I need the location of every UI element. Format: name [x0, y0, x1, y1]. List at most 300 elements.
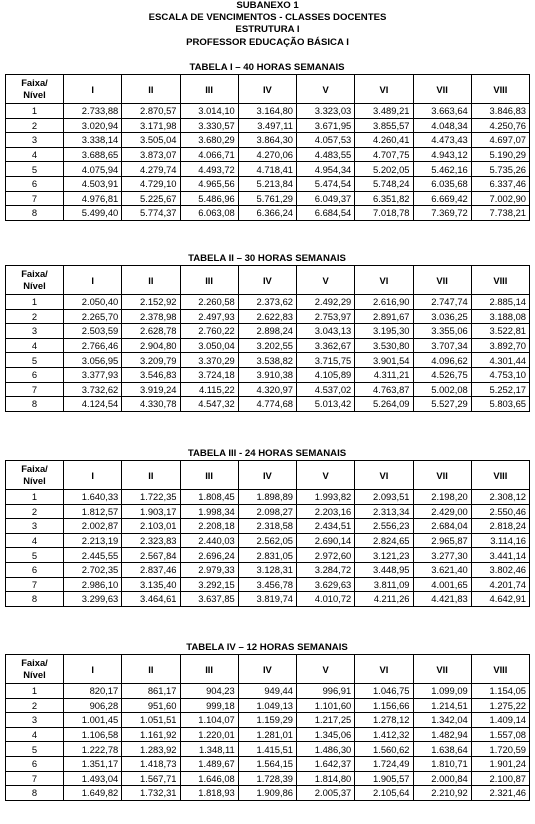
salary-value-cell: 3.663,64	[413, 104, 471, 119]
salary-value-cell: 3.901,54	[355, 353, 413, 368]
salary-value-cell: 2.891,67	[355, 309, 413, 324]
salary-value-cell: 2.885,14	[471, 295, 529, 310]
salary-value-cell: 4.729,10	[122, 176, 180, 191]
salary-value-cell: 1.898,89	[238, 490, 296, 505]
professor-title: PROFESSOR EDUCAÇÃO BÁSICA I	[186, 36, 349, 48]
salary-value-cell: 2.702,35	[64, 562, 122, 577]
table-row	[6, 577, 530, 592]
table-row	[6, 756, 530, 771]
salary-value-cell: 1.154,05	[471, 684, 529, 699]
nivel-label: Nível	[23, 280, 46, 291]
salary-value-cell: 5.202,05	[355, 162, 413, 177]
table-row	[6, 490, 530, 505]
salary-value-cell: 3.056,95	[64, 353, 122, 368]
salary-value-cell: 4.096,62	[413, 353, 471, 368]
salary-table	[5, 265, 530, 412]
salary-value-cell: 1.278,12	[355, 713, 413, 728]
salary-value-cell: 5.527,29	[413, 397, 471, 412]
salary-value-cell: 4.503,91	[64, 176, 122, 191]
salary-value-cell: 2.440,03	[180, 533, 238, 548]
class-header: VII	[413, 655, 471, 684]
level-cell: 6	[6, 176, 64, 191]
salary-value-cell: 4.279,74	[122, 162, 180, 177]
salary-value-cell: 3.323,03	[297, 104, 355, 119]
level-cell: 7	[6, 771, 64, 786]
class-header: III	[180, 655, 238, 684]
salary-value-cell: 2.208,18	[180, 519, 238, 534]
class-header: IV	[238, 75, 296, 104]
salary-value-cell: 1.482,94	[413, 727, 471, 742]
salary-value-cell: 4.010,72	[297, 592, 355, 607]
class-header: III	[180, 75, 238, 104]
salary-value-cell: 7.002,90	[471, 191, 529, 206]
table-row	[6, 353, 530, 368]
table-row	[6, 206, 530, 221]
salary-value-cell: 3.538,82	[238, 353, 296, 368]
faixa-nivel-header	[6, 461, 64, 490]
salary-value-cell: 3.050,04	[180, 338, 238, 353]
faixa-nivel-header	[6, 655, 64, 684]
salary-value-cell: 1.557,08	[471, 727, 529, 742]
salary-value-cell: 5.264,09	[355, 397, 413, 412]
salary-table	[5, 460, 530, 607]
salary-value-cell: 7.018,78	[355, 206, 413, 221]
salary-value-cell: 2.733,88	[64, 104, 122, 119]
salary-value-cell: 1.342,04	[413, 713, 471, 728]
salary-value-cell: 1.104,07	[180, 713, 238, 728]
salary-value-cell: 1.901,24	[471, 756, 529, 771]
salary-value-cell: 5.735,26	[471, 162, 529, 177]
header-row	[6, 655, 530, 684]
class-header: VI	[355, 75, 413, 104]
salary-value-cell: 1.909,86	[238, 786, 296, 801]
class-header: VII	[413, 75, 471, 104]
salary-value-cell: 2.818,24	[471, 519, 529, 534]
salary-value-cell: 6.035,68	[413, 176, 471, 191]
salary-value-cell: 5.474,54	[297, 176, 355, 191]
salary-value-cell: 2.753,97	[297, 309, 355, 324]
salary-value-cell: 2.562,05	[238, 533, 296, 548]
table-row	[6, 397, 530, 412]
table-row	[6, 309, 530, 324]
table-title: TABELA IV – 12 HORAS SEMANAIS	[186, 642, 348, 653]
salary-value-cell: 3.505,04	[122, 133, 180, 148]
table-row	[6, 324, 530, 339]
salary-value-cell: 5.803,65	[471, 397, 529, 412]
class-header: VI	[355, 461, 413, 490]
salary-value-cell: 1.046,75	[355, 684, 413, 699]
level-cell: 7	[6, 191, 64, 206]
salary-value-cell: 2.378,98	[122, 309, 180, 324]
salary-value-cell: 2.100,87	[471, 771, 529, 786]
faixa-nivel-header	[6, 266, 64, 295]
salary-table-section	[5, 641, 529, 801]
level-cell: 3	[6, 713, 64, 728]
salary-value-cell: 1.001,45	[64, 713, 122, 728]
level-cell: 2	[6, 118, 64, 133]
salary-value-cell: 1.564,15	[238, 756, 296, 771]
salary-value-cell: 2.497,93	[180, 309, 238, 324]
class-header: VII	[413, 461, 471, 490]
salary-value-cell: 1.222,78	[64, 742, 122, 757]
salary-value-cell: 4.105,89	[297, 367, 355, 382]
table-row	[6, 786, 530, 801]
salary-value-cell: 2.445,55	[64, 548, 122, 563]
subanexo-title: SUBANEXO 1	[236, 0, 299, 11]
salary-value-cell: 3.202,55	[238, 338, 296, 353]
level-cell: 7	[6, 382, 64, 397]
salary-value-cell: 6.337,46	[471, 176, 529, 191]
salary-value-cell: 2.313,34	[355, 504, 413, 519]
table-row	[6, 727, 530, 742]
salary-table-section	[5, 61, 529, 221]
salary-value-cell: 1.724,49	[355, 756, 413, 771]
level-cell: 1	[6, 295, 64, 310]
salary-value-cell: 3.919,24	[122, 382, 180, 397]
salary-value-cell: 3.171,98	[122, 118, 180, 133]
table-row	[6, 147, 530, 162]
salary-value-cell: 6.351,82	[355, 191, 413, 206]
salary-value-cell: 3.546,83	[122, 367, 180, 382]
salary-value-cell: 2.696,24	[180, 548, 238, 563]
salary-value-cell: 4.057,53	[297, 133, 355, 148]
salary-value-cell: 1.808,45	[180, 490, 238, 505]
level-cell: 6	[6, 756, 64, 771]
salary-value-cell: 3.277,30	[413, 548, 471, 563]
salary-value-cell: 1.642,37	[297, 756, 355, 771]
salary-value-cell: 2.098,27	[238, 504, 296, 519]
level-cell: 2	[6, 504, 64, 519]
nivel-label: Nível	[23, 89, 46, 100]
salary-value-cell: 1.275,22	[471, 698, 529, 713]
class-header: II	[122, 461, 180, 490]
faixa-label: Faixa/	[21, 77, 48, 88]
level-cell: 1	[6, 104, 64, 119]
salary-value-cell: 1.732,31	[122, 786, 180, 801]
table-row	[6, 562, 530, 577]
salary-value-cell: 2.628,78	[122, 324, 180, 339]
salary-value-cell: 2.429,00	[413, 504, 471, 519]
salary-value-cell: 4.753,10	[471, 367, 529, 382]
document-header	[0, 0, 535, 49]
table-row	[6, 133, 530, 148]
salary-value-cell: 3.819,74	[238, 592, 296, 607]
level-cell: 4	[6, 147, 64, 162]
table-row	[6, 684, 530, 699]
class-header: IV	[238, 266, 296, 295]
level-cell: 3	[6, 519, 64, 534]
salary-value-cell: 3.370,29	[180, 353, 238, 368]
salary-value-cell: 4.320,97	[238, 382, 296, 397]
table-row	[6, 592, 530, 607]
salary-value-cell: 1.351,17	[64, 756, 122, 771]
salary-value-cell: 2.556,23	[355, 519, 413, 534]
salary-value-cell: 3.629,63	[297, 577, 355, 592]
salary-value-cell: 5.213,84	[238, 176, 296, 191]
level-cell: 8	[6, 397, 64, 412]
salary-value-cell: 904,23	[180, 684, 238, 699]
salary-value-cell: 3.715,75	[297, 353, 355, 368]
salary-value-cell: 3.680,29	[180, 133, 238, 148]
salary-value-cell: 3.209,79	[122, 353, 180, 368]
salary-value-cell: 4.483,55	[297, 147, 355, 162]
salary-value-cell: 3.114,16	[471, 533, 529, 548]
salary-value-cell: 3.284,72	[297, 562, 355, 577]
salary-value-cell: 1.415,51	[238, 742, 296, 757]
class-header: V	[297, 655, 355, 684]
salary-value-cell: 1.418,73	[122, 756, 180, 771]
salary-value-cell: 1.814,80	[297, 771, 355, 786]
salary-value-cell: 2.979,33	[180, 562, 238, 577]
level-cell: 4	[6, 533, 64, 548]
level-cell: 3	[6, 133, 64, 148]
salary-value-cell: 1.646,08	[180, 771, 238, 786]
salary-value-cell: 4.954,34	[297, 162, 355, 177]
salary-value-cell: 2.203,16	[297, 504, 355, 519]
salary-value-cell: 4.421,83	[413, 592, 471, 607]
scale-title: ESCALA DE VENCIMENTOS - CLASSES DOCENTES	[148, 12, 387, 24]
salary-value-cell: 4.301,44	[471, 353, 529, 368]
level-cell: 2	[6, 698, 64, 713]
salary-value-cell: 820,17	[64, 684, 122, 699]
table-title: TABELA II – 30 HORAS SEMANAIS	[188, 253, 346, 264]
level-cell: 5	[6, 162, 64, 177]
class-header: III	[180, 461, 238, 490]
table-row	[6, 295, 530, 310]
salary-value-cell: 3.811,09	[355, 577, 413, 592]
salary-value-cell: 4.075,94	[64, 162, 122, 177]
salary-value-cell: 3.855,57	[355, 118, 413, 133]
nivel-label: Nível	[23, 669, 46, 680]
salary-value-cell: 1.818,93	[180, 786, 238, 801]
table-row	[6, 519, 530, 534]
salary-value-cell: 1.722,35	[122, 490, 180, 505]
salary-value-cell: 2.616,90	[355, 295, 413, 310]
salary-value-cell: 6.063,08	[180, 206, 238, 221]
salary-value-cell: 3.014,10	[180, 104, 238, 119]
salary-value-cell: 1.283,92	[122, 742, 180, 757]
salary-value-cell: 5.002,08	[413, 382, 471, 397]
salary-value-cell: 5.190,29	[471, 147, 529, 162]
salary-value-cell: 4.066,71	[180, 147, 238, 162]
salary-value-cell: 3.522,81	[471, 324, 529, 339]
salary-value-cell: 3.448,95	[355, 562, 413, 577]
salary-value-cell: 906,28	[64, 698, 122, 713]
salary-value-cell: 3.355,06	[413, 324, 471, 339]
salary-table	[5, 654, 530, 801]
salary-value-cell: 3.164,80	[238, 104, 296, 119]
salary-value-cell: 2.105,64	[355, 786, 413, 801]
salary-value-cell: 1.161,92	[122, 727, 180, 742]
class-header: I	[64, 655, 122, 684]
salary-value-cell: 6.366,24	[238, 206, 296, 221]
level-cell: 5	[6, 353, 64, 368]
salary-value-cell: 1.156,66	[355, 698, 413, 713]
salary-value-cell: 3.128,31	[238, 562, 296, 577]
salary-value-cell: 1.638,64	[413, 742, 471, 757]
class-header: V	[297, 266, 355, 295]
salary-value-cell: 2.904,80	[122, 338, 180, 353]
salary-value-cell: 2.434,51	[297, 519, 355, 534]
salary-value-cell: 4.526,75	[413, 367, 471, 382]
salary-value-cell: 4.211,26	[355, 592, 413, 607]
salary-value-cell: 2.210,92	[413, 786, 471, 801]
salary-value-cell: 3.873,07	[122, 147, 180, 162]
salary-value-cell: 2.321,46	[471, 786, 529, 801]
class-header: VI	[355, 266, 413, 295]
salary-value-cell: 3.846,83	[471, 104, 529, 119]
table-row	[6, 176, 530, 191]
level-cell: 5	[6, 548, 64, 563]
salary-value-cell: 2.747,74	[413, 295, 471, 310]
salary-value-cell: 4.124,54	[64, 397, 122, 412]
header-row	[6, 75, 530, 104]
salary-value-cell: 4.311,21	[355, 367, 413, 382]
salary-value-cell: 2.318,58	[238, 519, 296, 534]
salary-value-cell: 5.462,16	[413, 162, 471, 177]
table-row	[6, 162, 530, 177]
table-row	[6, 504, 530, 519]
salary-value-cell: 3.489,21	[355, 104, 413, 119]
salary-value-cell: 3.441,14	[471, 548, 529, 563]
salary-value-cell: 2.965,87	[413, 533, 471, 548]
salary-value-cell: 1.099,09	[413, 684, 471, 699]
level-cell: 5	[6, 742, 64, 757]
salary-value-cell: 3.330,57	[180, 118, 238, 133]
header-row	[6, 266, 530, 295]
salary-value-cell: 1.567,71	[122, 771, 180, 786]
table-row	[6, 367, 530, 382]
class-header: VIII	[471, 655, 529, 684]
salary-value-cell: 2.265,70	[64, 309, 122, 324]
salary-value-cell: 1.217,25	[297, 713, 355, 728]
class-header: VIII	[471, 75, 529, 104]
salary-value-cell: 3.530,80	[355, 338, 413, 353]
salary-value-cell: 2.837,46	[122, 562, 180, 577]
salary-value-cell: 5.499,40	[64, 206, 122, 221]
salary-value-cell: 2.870,57	[122, 104, 180, 119]
salary-value-cell: 2.260,58	[180, 295, 238, 310]
table-row	[6, 742, 530, 757]
salary-value-cell: 2.213,19	[64, 533, 122, 548]
salary-value-cell: 999,18	[180, 698, 238, 713]
class-header: I	[64, 461, 122, 490]
salary-value-cell: 3.135,40	[122, 577, 180, 592]
salary-value-cell: 1.159,29	[238, 713, 296, 728]
salary-value-cell: 2.323,83	[122, 533, 180, 548]
faixa-nivel-header	[6, 75, 64, 104]
salary-value-cell: 2.103,01	[122, 519, 180, 534]
salary-value-cell: 1.998,34	[180, 504, 238, 519]
salary-value-cell: 3.621,40	[413, 562, 471, 577]
salary-value-cell: 3.121,23	[355, 548, 413, 563]
salary-value-cell: 1.220,01	[180, 727, 238, 742]
salary-value-cell: 2.005,37	[297, 786, 355, 801]
salary-value-cell: 2.684,04	[413, 519, 471, 534]
salary-value-cell: 2.000,84	[413, 771, 471, 786]
salary-value-cell: 2.373,62	[238, 295, 296, 310]
salary-value-cell: 1.649,82	[64, 786, 122, 801]
salary-value-cell: 5.774,37	[122, 206, 180, 221]
salary-value-cell: 4.965,56	[180, 176, 238, 191]
salary-value-cell: 6.669,42	[413, 191, 471, 206]
salary-value-cell: 1.409,14	[471, 713, 529, 728]
salary-value-cell: 4.697,07	[471, 133, 529, 148]
level-cell: 8	[6, 786, 64, 801]
salary-value-cell: 3.036,25	[413, 309, 471, 324]
salary-value-cell: 3.688,65	[64, 147, 122, 162]
table-row	[6, 771, 530, 786]
salary-value-cell: 1.489,67	[180, 756, 238, 771]
salary-value-cell: 2.308,12	[471, 490, 529, 505]
salary-value-cell: 4.048,34	[413, 118, 471, 133]
salary-value-cell: 1.101,60	[297, 698, 355, 713]
class-header: V	[297, 461, 355, 490]
salary-value-cell: 2.831,05	[238, 548, 296, 563]
salary-value-cell: 1.348,11	[180, 742, 238, 757]
salary-value-cell: 1.493,04	[64, 771, 122, 786]
class-header: VIII	[471, 461, 529, 490]
salary-value-cell: 1.640,33	[64, 490, 122, 505]
salary-value-cell: 2.766,46	[64, 338, 122, 353]
table-row	[6, 533, 530, 548]
class-header: VI	[355, 655, 413, 684]
salary-value-cell: 2.492,29	[297, 295, 355, 310]
salary-value-cell: 3.188,08	[471, 309, 529, 324]
salary-value-cell: 4.330,78	[122, 397, 180, 412]
salary-value-cell: 4.718,41	[238, 162, 296, 177]
table-title: TABELA III - 24 HORAS SEMANAIS	[187, 448, 347, 459]
salary-value-cell: 1.903,17	[122, 504, 180, 519]
salary-value-cell: 3.299,63	[64, 592, 122, 607]
salary-value-cell: 3.195,30	[355, 324, 413, 339]
table-row	[6, 713, 530, 728]
salary-value-cell: 2.986,10	[64, 577, 122, 592]
salary-value-cell: 5.761,29	[238, 191, 296, 206]
salary-value-cell: 4.473,43	[413, 133, 471, 148]
salary-value-cell: 3.292,15	[180, 577, 238, 592]
salary-value-cell: 3.497,11	[238, 118, 296, 133]
salary-value-cell: 2.972,60	[297, 548, 355, 563]
level-cell: 6	[6, 562, 64, 577]
salary-value-cell: 1.993,82	[297, 490, 355, 505]
structure-title: ESTRUTURA I	[235, 24, 300, 36]
level-cell: 1	[6, 490, 64, 505]
salary-value-cell: 1.345,06	[297, 727, 355, 742]
salary-value-cell: 3.892,70	[471, 338, 529, 353]
salary-value-cell: 1.720,59	[471, 742, 529, 757]
level-cell: 4	[6, 727, 64, 742]
salary-value-cell: 4.976,81	[64, 191, 122, 206]
class-header: VIII	[471, 266, 529, 295]
salary-value-cell: 4.250,76	[471, 118, 529, 133]
class-header: I	[64, 75, 122, 104]
salary-value-cell: 6.049,37	[297, 191, 355, 206]
salary-value-cell: 4.201,74	[471, 577, 529, 592]
faixa-label: Faixa/	[21, 463, 48, 474]
salary-value-cell: 3.456,78	[238, 577, 296, 592]
faixa-label: Faixa/	[21, 657, 48, 668]
salary-value-cell: 5.486,96	[180, 191, 238, 206]
salary-value-cell: 5.252,17	[471, 382, 529, 397]
salary-value-cell: 996,91	[297, 684, 355, 699]
class-header: VII	[413, 266, 471, 295]
salary-value-cell: 2.050,40	[64, 295, 122, 310]
salary-value-cell: 2.567,84	[122, 548, 180, 563]
salary-value-cell: 4.270,06	[238, 147, 296, 162]
salary-table-section	[5, 252, 529, 412]
salary-value-cell: 2.503,59	[64, 324, 122, 339]
